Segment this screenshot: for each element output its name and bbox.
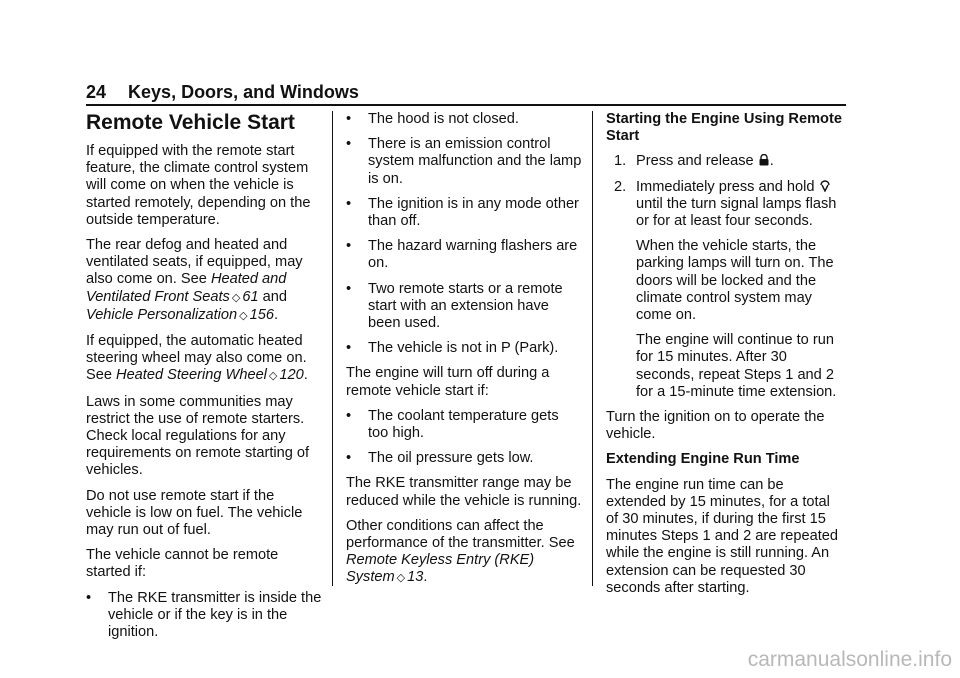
text-other-pre: Other conditions can affect the performance of the transmitter. See	[346, 517, 575, 552]
list-item-text: The ignition is in any mode other than off.	[368, 195, 579, 230]
paragraph-turn-ignition: Turn the ignition on to operate the vehicle.	[606, 409, 825, 443]
list-item-text: There is an emission control system malfunction and the lamp is on.	[368, 136, 582, 187]
remote-start-icon	[819, 180, 831, 192]
text-and: and	[258, 288, 287, 305]
link-page-120[interactable]: 120	[279, 367, 304, 384]
list-item-text: The vehicle is not in P (Park).	[368, 340, 559, 357]
list-item-text: The RKE transmitter is inside the vehicle or if the key is in the ignition.	[108, 589, 322, 641]
text-period: .	[423, 569, 428, 586]
column-divider	[332, 111, 333, 586]
list-item-text: The hazard warning flashers are on.	[368, 238, 578, 272]
bullet-icon: •	[346, 195, 352, 212]
list-item	[346, 238, 582, 272]
text-period: .	[303, 367, 308, 384]
paragraph-intro: If equipped with the remote start feature, the climate control system will come on when the vehicle is started remotely, depending on the outside temperature.	[86, 143, 311, 228]
step-continued: until the turn signal lamps flash or for at least four seconds.	[636, 195, 837, 230]
bullet-icon: •	[346, 238, 352, 255]
paragraph-vehicle-starts: When the vehicle starts, the parking lamps will turn on. The doors will be locked and the climate control system may come on.	[636, 238, 834, 324]
section-heading: Remote Vehicle Start	[86, 111, 295, 134]
header-rule	[86, 104, 846, 106]
page-ref-icon: ◇	[268, 370, 278, 383]
bullet-icon: •	[346, 280, 352, 297]
paragraph-range: The RKE transmitter range may be reduced while the vehicle is running.	[346, 475, 582, 509]
text-period: .	[274, 306, 279, 323]
paragraph-engine-run: The engine will continue to run for 15 minutes. After 30 seconds, repeat Steps 1 and 2 for a 15-minute time extension.	[636, 332, 837, 400]
list-item-text: Two remote starts or a remote start with an extension have been used.	[368, 280, 563, 332]
step-number: 1.	[614, 153, 627, 170]
list-item-text: The coolant temperature gets too high.	[368, 407, 559, 442]
column-2	[346, 111, 582, 596]
list-item	[346, 408, 582, 442]
bullet-icon: •	[86, 589, 92, 606]
subsection-heading-extend: Extending Engine Run Time	[606, 451, 800, 468]
text-period: .	[769, 153, 774, 170]
list-item	[346, 281, 582, 333]
bullet-icon: •	[346, 450, 352, 467]
paragraph-turn-off: The engine will turn off during a remote vehicle start if:	[346, 365, 550, 399]
paragraph-steering	[86, 333, 322, 386]
list-item-text: The oil pressure gets low.	[368, 450, 534, 467]
lock-icon	[758, 154, 770, 166]
link-page-61[interactable]: 61	[242, 288, 259, 305]
paragraph-laws: Laws in some communities may restrict the use of remote starters. Check local regulations for any requirements on remote starting of vehicles.	[86, 393, 310, 479]
paragraph-extend: The engine run time can be extended by 15 minutes, for a total of 30 minutes, if during the first 15 minutes Steps 1 and 2 are repeated while the engine is still running. An extension can be requested 30 seconds after starting.	[606, 476, 839, 596]
paragraph-cannot-start: The vehicle cannot be remote started if:	[86, 547, 279, 581]
column-3	[606, 111, 842, 605]
page-number: 24	[86, 82, 107, 102]
bullet-icon: •	[346, 111, 352, 127]
page-header	[86, 82, 359, 103]
column-1	[86, 111, 322, 649]
step-text: Immediately press and hold	[636, 178, 815, 195]
link-page-13[interactable]: 13	[407, 569, 424, 586]
column-divider	[592, 111, 593, 586]
paragraph-defog	[86, 237, 322, 325]
list-item	[346, 196, 582, 230]
list-item	[346, 111, 582, 128]
bullet-icon: •	[346, 340, 352, 357]
link-vehicle-personalization[interactable]: Vehicle Personalization	[86, 306, 238, 323]
link-heated-steering-wheel[interactable]: Heated Steering Wheel	[116, 367, 267, 384]
bullet-icon: •	[346, 136, 352, 153]
list-item	[346, 136, 582, 188]
page-ref-icon: ◇	[231, 291, 241, 304]
section-title: Keys, Doors, and Windows	[128, 82, 359, 102]
step-item	[606, 179, 842, 231]
text-defog-pre: The rear defog and heated and ventilated seats, if equipped, may also come on. See	[86, 237, 303, 288]
subsection-heading: Starting the Engine Using Remote Start	[606, 111, 842, 145]
step-text: Press and release	[636, 153, 754, 170]
list-item-text: The hood is not closed.	[368, 111, 519, 127]
text-steering-pre: If equipped, the automatic heated steering wheel may also come on. See	[86, 333, 307, 384]
step-number: 2.	[614, 178, 627, 195]
page-ref-icon: ◇	[239, 309, 248, 322]
link-heated-seats[interactable]: Heated and Ventilated Front Seats	[86, 271, 287, 305]
list-item	[86, 590, 322, 642]
list-item	[346, 340, 582, 357]
paragraph-fuel: Do not use remote start if the vehicle is low on fuel. The vehicle may run out of fuel.	[86, 487, 303, 539]
link-page-156[interactable]: 156	[249, 306, 274, 323]
link-rke-system[interactable]: Remote Keyless Entry (RKE) System	[346, 552, 535, 586]
page-ref-icon: ◇	[396, 572, 406, 585]
list-item	[346, 450, 582, 467]
paragraph-other-conditions	[346, 518, 582, 588]
watermark: carmanualsonline.info	[747, 648, 952, 671]
bullet-icon: •	[346, 407, 352, 424]
step-item	[606, 153, 842, 170]
